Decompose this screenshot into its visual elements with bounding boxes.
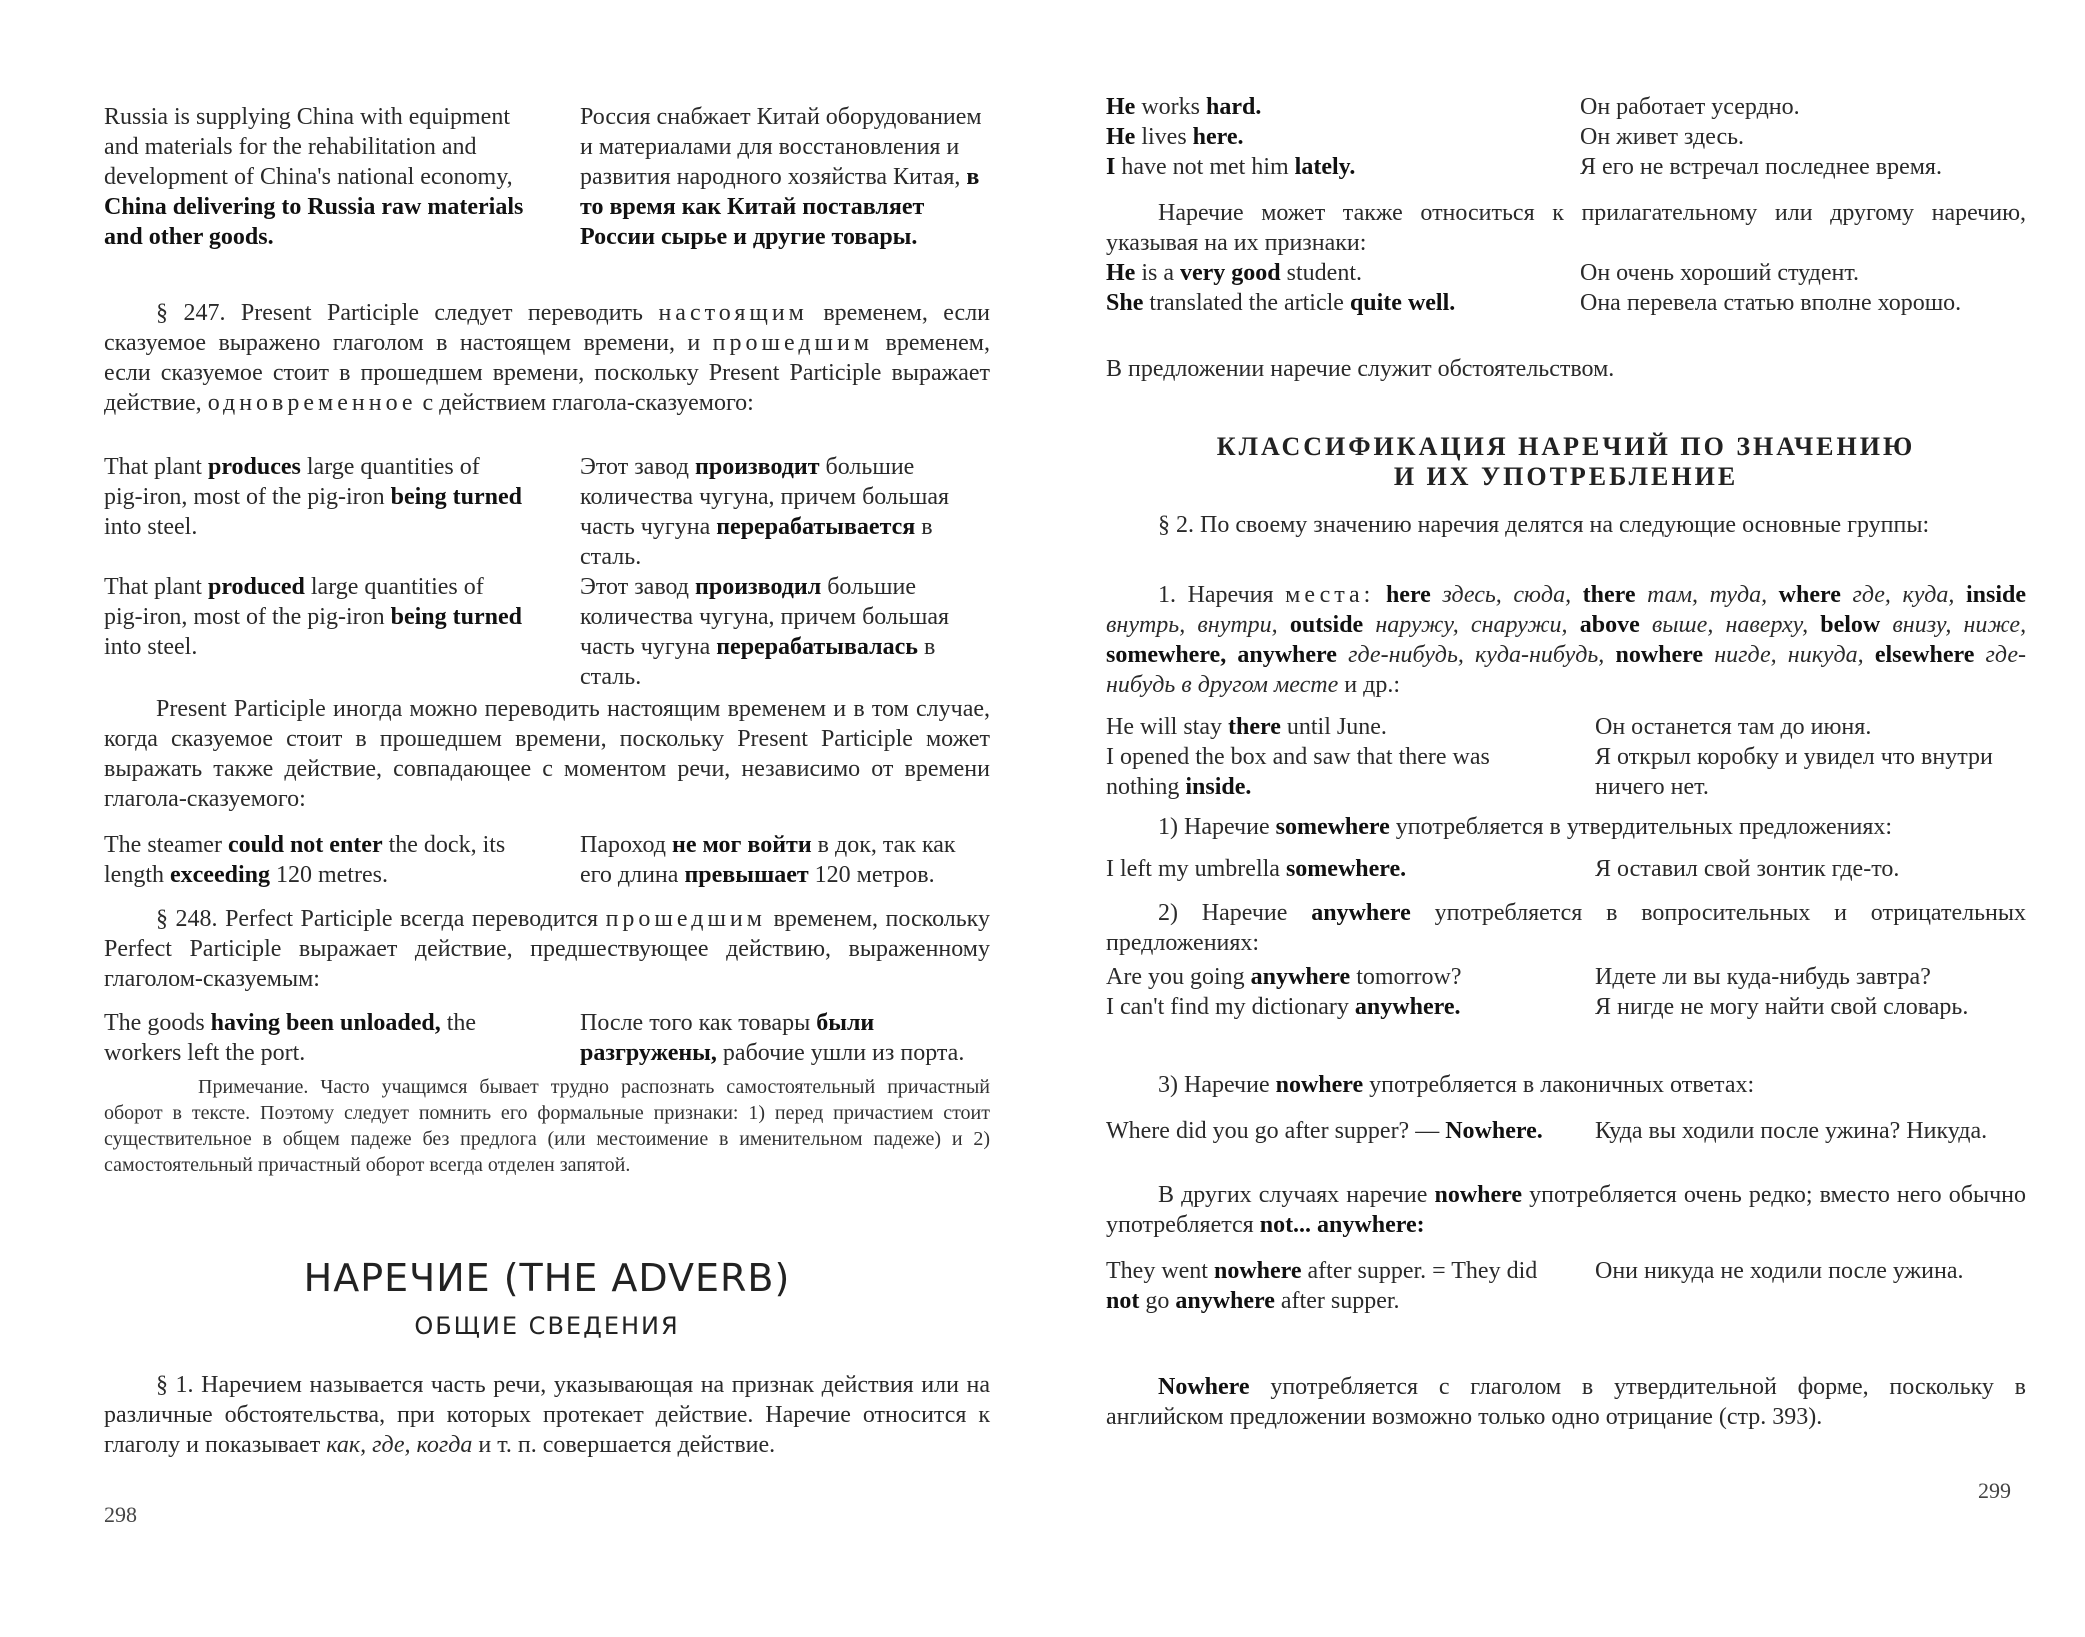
example-bold: could not enter [227,832,383,858]
group-text: 1. Наречия [1158,582,1274,608]
example-bold: exceeding [170,862,270,888]
example-text: Are you going [1106,964,1245,990]
example-3-russian [580,830,990,890]
example-text: в сталь. [580,514,933,570]
adjective-paragraph: Наречие может также относиться к прилагательному или другому наречию, указывая на их признаки: [1106,200,2026,256]
translation-italic: где, куда, [1852,582,1955,608]
adverb-bold: anywhere [1237,642,1337,668]
example-text: большие количества чугуна, причем большая часть чугуна [580,574,950,660]
adverb-example-2-english [1106,122,1556,152]
russia-russian-text: Россия снабжает Китай оборудованием и материалами для восстановления и развития народного хозяйства Китая, [580,104,982,190]
note-bold: somewhere [1275,814,1390,840]
example-text: в док, так как его длина [580,832,956,888]
anywhere-example-2-russian: Я нигде не могу найти свой словарь. [1595,994,1969,1020]
translation-italic: где-нибудь в другом месте [1106,642,2026,698]
nowhere-example-russian: Куда вы ходили после ужина? Никуда. [1595,1118,1988,1144]
section-1-text-a: Наречием называется часть речи, указывающая на признак действия или на различные обстоятельства, при которых протекает действие. Наречие относится к глаголу и показывает [104,1372,990,1458]
translation-italic: там, туда, [1647,582,1768,608]
example-text: большие количества чугуна, причем большая часть чугуна [580,454,950,540]
note-text: употребляется в утвердительных предложениях: [1395,814,1893,840]
russia-russian-column [580,102,990,252]
translation-italic: внизу, ниже, [1892,612,2027,638]
example-text: That plant [104,574,202,600]
place-example-1-russian: Он останется там до июня. [1595,714,1872,740]
adverb-example-2-russian: Он живет здесь. [1580,124,1745,150]
example-text: Этот завод [580,574,690,600]
page-number-right: 299 [1978,1478,2011,1503]
example-text: large quantities of pig-iron, most of the pig-iron [104,454,480,510]
anywhere-example-1-english [1106,962,1576,992]
example-bold: produced [207,574,305,600]
section-1-text-b: и т. п. совершается действие. [478,1432,776,1458]
paragraph-bold: Nowhere [1158,1374,1250,1400]
section-247-label: § 247. [156,300,226,326]
section-247-text-a: Present Participle следует переводить [240,300,643,326]
general-info-heading: ОБЩИЕ СВЕДЕНИЯ [414,1312,680,1340]
example-text: I opened the box and saw that there was nothing [1106,744,1490,800]
example-text: I left my umbrella [1106,856,1280,882]
russia-russian-bold: в то время как Китай поставляет России сырье и другие товары. [580,164,980,250]
russia-english-bold: China delivering to Russia raw materials and other goods. [104,194,524,250]
classification-heading-line-1: КЛАССИФИКАЦИЯ НАРЕЧИЙ ПО ЗНАЧЕНИЮ [1216,432,1916,461]
adverb-heading: НАРЕЧИЕ (THE ADVERB) [303,1256,791,1300]
section-1 [104,1370,990,1460]
example-text: в сталь. [580,634,936,690]
example-2-english [104,572,524,662]
paragraph-text: употребляется очень редко; вместо него обычно употребляется [1106,1182,2027,1238]
example-text: Пароход [580,832,666,858]
example-text: have [1121,154,1167,180]
example-text: into steel. [104,634,198,660]
section-2-text: По своему значению наречия делятся на следующие основные группы: [1200,512,1930,538]
note-text: 2) Наречие [1158,900,1288,926]
example-bold: anywhere. [1354,994,1461,1020]
adverb-example-1-english [1106,92,1556,122]
example-text: the dock, its length [104,832,506,888]
group-text: и др.: [1344,672,1400,698]
translation-italic: выше, наверху, [1651,612,1809,638]
section-247-spaced-word: прошедшим [712,330,874,356]
russia-english-text: Russia is supplying China with equipment and materials for the rehabilitation and development of China's national economy, [104,104,513,190]
example-bold: here. [1192,124,1244,150]
anywhere-example-2-english [1106,992,1576,1022]
adverb-bold: above [1579,612,1640,638]
example-text: into steel. [104,514,198,540]
section-247-text-b: временем, если сказуемое выражено глаголом в настоящем времени, и [104,300,991,356]
section-247-text-c: временем, если сказуемое стоит в прошедшем времени, поскольку Present Participle выражает действие, [104,330,990,416]
adverb-example-3-english [1106,152,1556,182]
example-bold: being turned [390,484,522,510]
example-text: Этот завод [580,454,690,480]
classification-heading-line-2: И ИХ УПОТРЕБЛЕНИЕ [1393,462,1739,491]
example-4-russian [580,1008,990,1068]
section-248-label: § 248. [156,906,218,932]
note-text: 3) Наречие [1158,1072,1270,1098]
example-text: translated the article [1149,290,1344,316]
example-bold: not [1106,1288,1140,1314]
example-text: after supper. = They did [1307,1258,1538,1284]
note-bold: anywhere [1311,900,1411,926]
adverb-bold: inside [1966,582,2027,608]
example-bold: производил [695,574,822,600]
example-bold: He [1106,260,1136,286]
example-text: go [1145,1288,1170,1314]
final-paragraph [1106,1372,2026,1432]
section-248-spaced-word: прошедшим [605,906,766,932]
example-bold: I [1106,154,1116,180]
example-bold: very good [1180,260,1281,286]
example-text: large quantities of pig-iron, most of the pig-iron [104,574,484,630]
example-bold: inside. [1185,774,1252,800]
note-text: употребляется в вопросительных и отрицательных предложениях: [1106,900,2026,956]
example-bold: quite well. [1349,290,1456,316]
place-example-1-english [1106,712,1576,742]
example-bold: there [1227,714,1281,740]
section-1-label: § 1. [156,1372,194,1398]
group-spaced-word: места: [1285,582,1375,608]
example-text: not met him [1172,154,1289,180]
translation-italic: внутрь, внутри, [1106,612,1278,638]
example-text: рабочие ушли из порта. [722,1040,965,1066]
example-bold: превышает [684,862,809,888]
section-247-spaced-word: одновременное [207,390,417,416]
example-text: works [1141,94,1200,120]
translation-italic: где-нибудь, куда-нибудь, [1348,642,1605,668]
place-example-2-russian: Я открыл коробку и увидел что внутри ничего нет. [1595,744,1993,800]
example-bold: не мог войти [672,832,812,858]
example-4-english [104,1008,524,1068]
other-cases-paragraph [1106,1180,2026,1240]
example-bold: перерабатывалась [716,634,918,660]
adverb-bold: there [1582,582,1636,608]
adverb-bold: below [1820,612,1881,638]
paragraph-bold: nowhere [1434,1182,1523,1208]
adverb-example-1-russian: Он работает усердно. [1580,94,1800,120]
example-text: He will stay [1106,714,1222,740]
present-participle-paragraph: Present Participle иногда можно переводить настоящим временем и в том случае, когда сказуемое стоит в прошедшем времени, поскольку Present Participle может выражать также действие, совпадающее с моментом речи, независимо от времени глагола-сказуемого: [104,696,990,812]
example-text: 120 метров. [814,862,935,888]
translation-italic: нигде, никуда, [1714,642,1864,668]
note-bold: nowhere [1275,1072,1364,1098]
example-bold: anywhere [1250,964,1351,990]
example-text: the workers left the port. [104,1010,477,1066]
example-bold: были разгружены, [580,1010,875,1066]
example-bold: перерабатывается [716,514,916,540]
example-bold: He [1106,124,1136,150]
place-example-2-english [1106,742,1556,802]
example-text: The goods [104,1010,205,1036]
example-bold: lately. [1294,154,1356,180]
example-text: until June. [1286,714,1387,740]
adverb-example-4-english [1106,258,1556,288]
paragraph-bold: not... anywhere: [1259,1212,1425,1238]
example-text: is a [1141,260,1174,286]
note-paragraph: Примечание. Часто учащимся бывает трудно распознать самостоятельный причастный оборот в тексте. Поэтому следует помнить его формальные признаки: 1) перед причастием стоит существительное в общем падеже без предлога (или местоимение в именительном падеже) и 2) самостоятельный причастный оборот всегда отделен запятой. [104,1076,990,1176]
adverb-bold: outside [1289,612,1364,638]
example-bold: produces [207,454,301,480]
section-247 [104,298,990,418]
adverb-bold: where [1778,582,1841,608]
example-bold: nowhere [1213,1258,1302,1284]
example-text: The steamer [104,832,222,858]
example-bold: She [1106,290,1144,316]
adverb-bold: nowhere [1615,642,1704,668]
example-bold: having been unloaded, [210,1010,441,1036]
nowhere-example-english [1106,1116,1556,1146]
example-text: after supper. [1280,1288,1400,1314]
adverb-example-3-russian: Я его не встречал последнее время. [1580,154,1942,180]
somewhere-example-english [1106,854,1576,884]
example-text: student. [1286,260,1362,286]
example-text: lives [1141,124,1187,150]
note-text: 1) Наречие [1158,814,1270,840]
example-text: I can't find my dictionary [1106,994,1349,1020]
nowhere-equivalence-russian: Они никуда не ходили после ужина. [1595,1258,1964,1284]
example-bold: He [1106,94,1136,120]
nowhere-equivalence-english [1106,1256,1556,1316]
note-nowhere [1106,1070,2026,1100]
section-2 [1106,510,2026,540]
paragraph-text: В других случаях наречие [1158,1182,1428,1208]
note-text: употребляется в лаконичных ответах: [1369,1072,1755,1098]
example-text: 120 metres. [275,862,388,888]
example-1-english [104,452,524,542]
note-anywhere [1106,898,2026,958]
translation-italic: здесь, сюда, [1442,582,1572,608]
example-bold: anywhere [1175,1288,1275,1314]
section-248-text-b: временем, поскольку Perfect Participle выражает действие, предшествующее действию, выраженному глаголом-сказуемым: [104,906,990,992]
example-2-russian [580,572,990,692]
section-2-label: § 2. [1158,512,1194,538]
page-number-left: 298 [104,1502,137,1527]
example-bold: being turned [390,604,522,630]
note-somewhere [1106,812,2026,842]
section-248 [104,904,990,994]
example-1-russian [580,452,990,572]
example-bold: производит [695,454,820,480]
example-bold: Nowhere. [1445,1118,1543,1144]
section-247-text-d: с действием глагола-сказуемого: [422,390,754,416]
adverb-bold: somewhere, [1106,642,1227,668]
example-3-english [104,830,524,890]
example-text: После того как товары [580,1010,811,1036]
example-text: tomorrow? [1356,964,1462,990]
adverb-example-5-russian: Она перевела статью вполне хорошо. [1580,290,1962,316]
anywhere-example-1-russian: Идете ли вы куда-нибудь завтра? [1595,964,1931,990]
section-1-italic: как, где, когда [326,1432,473,1458]
example-text: They went [1106,1258,1208,1284]
translation-italic: наружу, снаружи, [1375,612,1568,638]
group-1-place-adverbs [1106,580,2026,700]
section-247-spaced-word: настоящим [658,300,808,326]
adverb-bold: elsewhere [1874,642,1975,668]
russia-english-column [104,102,524,252]
somewhere-example-russian: Я оставил свой зонтик где-то. [1595,856,1900,882]
adverb-example-4-russian: Он очень хороший студент. [1580,260,1860,286]
example-bold: hard. [1206,94,1262,120]
section-248-text-a: Perfect Participle всегда переводится [225,906,599,932]
example-text: That plant [104,454,202,480]
adverb-bold: here [1385,582,1431,608]
example-text: Where did you go after supper? — [1106,1118,1440,1144]
example-bold: somewhere. [1285,856,1407,882]
circumstance-paragraph: В предложении наречие служит обстоятельством. [1106,356,1615,382]
paragraph-text: употребляется с глаголом в утвердительной форме, поскольку в английском предложении возможно только одно отрицание (стр. 393). [1106,1374,2026,1430]
right-page [1050,0,2085,1637]
adverb-example-5-english [1106,288,1546,318]
